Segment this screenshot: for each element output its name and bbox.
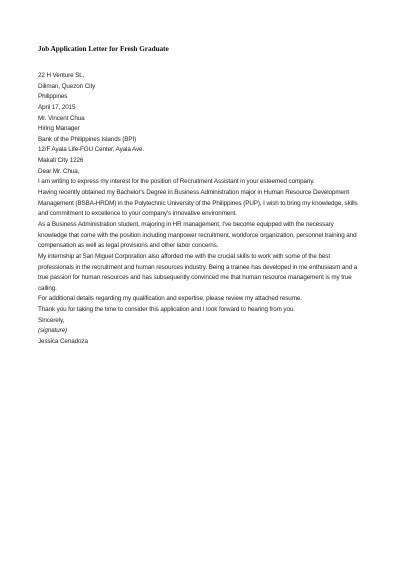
salutation: Dear Mr. Chua, [38,167,80,175]
body-line: true passion for human resources and has subsequently convinced me that human resource management is my true [38,274,352,282]
sender-street: 22 H Venture St., [38,72,85,79]
recipient-address: 12/F Ayala Life-FGU Center, Ayala Ave. [38,146,145,154]
body-line: Thank you for taking the time to consider this application and I look forward to hearing from you. [38,306,295,314]
body-line: and commitment to excellence to your company's innovative environment. [38,210,237,218]
body-line: calling. [38,284,57,292]
document-title: Job Application Letter for Fresh Graduate [38,45,169,53]
signer-name: Jessica Cenadoza [38,338,88,346]
body-line: Having recently obtained my Bachelor's Degree in Business Administration major in Human Resource Development [38,189,350,197]
body-line: My internship at San Miguel Corporation also afforded me with the crucial skills to work with some of the best [38,252,330,260]
body-line: I am writing to express my interest for the position of Recruitment Assistant in your esteemed company. [38,178,315,186]
letter-body [38,71,368,348]
body-line: Management (BSBA-HRDM) in the Polytechnic University of the Philippines (PUP), I wish to bring my knowledge, skills [38,199,358,207]
body-line: knowledge that come with the position including manpower recruitment, workforce organization, personnel training and [38,231,357,239]
signature-placeholder: (signature) [38,327,67,335]
body-line: professionals in the recruitment and human resources industry. Being a trainee has developed in me enthusiasm and a [38,263,358,271]
recipient-company: Bank of the Philippines Islands (BPI) [38,135,137,143]
sender-city: Diliman, Quezon City [38,82,96,90]
sender-country: Philippines [38,93,68,101]
body-line: compensation as well as legal provisions and other labor concerns. [38,242,219,250]
recipient-name: Mr. Vincent Chua [38,114,85,122]
body-line: For additional details regarding my qualification and expertise, please review my attached resume. [38,295,302,303]
closing: Sincerely, [38,316,65,324]
recipient-city: Makati City 1226 [38,157,84,165]
letter-date: April 17, 2015 [38,103,76,111]
recipient-title: Hiring Manager [38,125,80,133]
body-line: As a Business Administration student, majoring in HR management, I've become equipped with the necessary [38,220,334,228]
